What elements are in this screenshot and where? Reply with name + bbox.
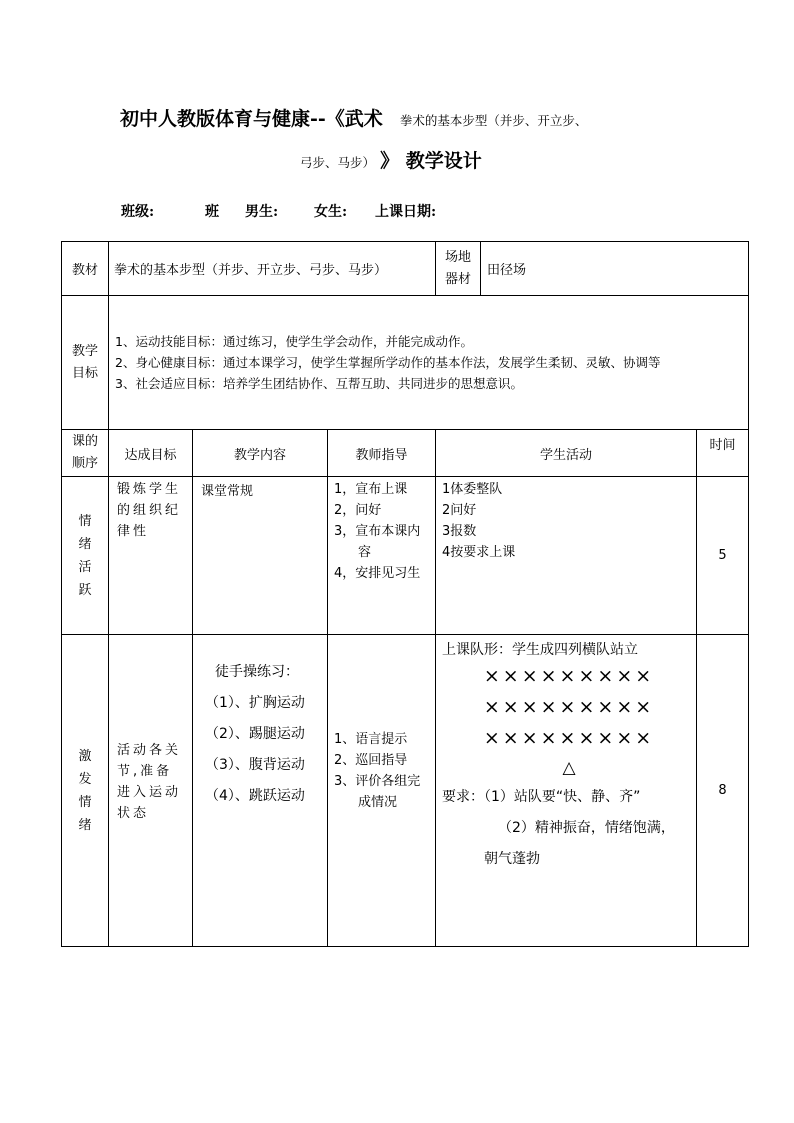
material-row xyxy=(62,242,749,296)
class-unit: 班 xyxy=(205,204,219,220)
exercise-item: （1）、扩胸运动 xyxy=(205,695,305,711)
teacher-position-mark: △ xyxy=(562,758,576,778)
girls-label: 女生: xyxy=(314,204,348,220)
goals-row xyxy=(62,296,749,430)
venue-label-line-2: 器材 xyxy=(445,271,472,287)
formation-row: ××××××××× xyxy=(483,696,655,718)
header-order-line-2: 顺序 xyxy=(71,456,98,471)
header-order xyxy=(62,430,109,477)
requirement-line: 朝气蓬勃 xyxy=(484,851,541,867)
formation-title: 上课队形：学生成四列横队站立 xyxy=(442,642,639,658)
header-student: 学生活动 xyxy=(436,430,697,477)
student-cell xyxy=(436,635,697,947)
formation-row: ××××××××× xyxy=(483,727,655,749)
exercise-item: （2）、踢腿运动 xyxy=(205,726,305,742)
material-value: 拳术的基本步型（并步、开立步、弓步、马步） xyxy=(109,242,436,296)
stage-cell: 情 绪 活 跃 xyxy=(62,477,109,635)
header-order-line-1: 课的 xyxy=(71,434,98,449)
header-teacher: 教师指导 xyxy=(328,430,436,477)
header-content: 教学内容 xyxy=(193,430,328,477)
boys-label: 男生: xyxy=(245,204,279,220)
table-row xyxy=(62,477,749,635)
venue-value: 田径场 xyxy=(481,242,749,296)
goal-item: 3、社会适应目标：培养学生团结协作、互帮互助、共同进步的思想意识。 xyxy=(115,376,523,391)
venue-label-line-1: 场地 xyxy=(445,249,472,265)
teacher-cell: 1，宣布上课 2，问好 3，宣布本课内 容 4，安排见习生 xyxy=(328,477,436,635)
document-title-line-2 xyxy=(300,146,700,173)
date-label: 上课日期: xyxy=(375,204,437,220)
header-row xyxy=(62,430,749,477)
formation-grid xyxy=(442,661,696,754)
goal-cell: 锻炼学生的组织纪律性 xyxy=(109,477,193,635)
table-row xyxy=(62,635,749,947)
exercise-item: （3）、腹背运动 xyxy=(205,757,305,773)
exercise-title: 徒手操练习： xyxy=(215,664,299,680)
requirement-line: 要求：（1）站队要“快、静、齐” xyxy=(442,789,641,805)
content-cell xyxy=(193,635,328,947)
teacher-cell: 1、语言提示 2、巡回指导 3、评价各组完 成情况 xyxy=(328,635,436,947)
title-subtitle-line-2: 弓步、马步） xyxy=(300,155,376,170)
time-cell: 5 xyxy=(697,477,749,635)
venue-label xyxy=(436,242,481,296)
goals-list xyxy=(109,296,749,430)
student-cell: 1体委整队 2问好 3报数 4按要求上课 xyxy=(436,477,697,635)
goal-cell: 活动各关节,准备进入运动状态 xyxy=(109,635,193,947)
document-title-line-1 xyxy=(120,104,760,131)
goal-item: 2、身心健康目标：通过本课学习，使学生掌握所学动作的基本作法，发展学生柔韧、灵敏、协调等 xyxy=(115,355,661,370)
goals-label xyxy=(62,296,109,430)
title-prefix: 初中人教版体育与健康--《武术 xyxy=(120,108,383,130)
content-cell: 课堂常规 xyxy=(193,477,328,635)
title-suffix: 》 教学设计 xyxy=(380,150,482,172)
stage-cell: 激 发 情 绪 xyxy=(62,635,109,947)
goal-item: 1、运动技能目标：通过练习，使学生学会动作，并能完成动作。 xyxy=(115,334,473,349)
formation-row: ××××××××× xyxy=(483,665,655,687)
time-cell: 8 xyxy=(697,635,749,947)
requirement-line: （2）精神振奋，情绪饱满， xyxy=(498,820,675,836)
lesson-plan-table xyxy=(61,241,749,947)
header-time: 时间 xyxy=(697,430,749,477)
class-label: 班级: xyxy=(121,204,155,220)
header-goal: 达成目标 xyxy=(109,430,193,477)
goals-label-line-1: 教学 xyxy=(71,343,98,359)
material-label: 教材 xyxy=(62,242,109,296)
title-subtitle-line-1: 拳术的基本步型（并步、开立步、 xyxy=(399,113,588,128)
exercise-item: （4）、跳跃运动 xyxy=(205,788,305,804)
goals-label-line-2: 目标 xyxy=(71,365,98,381)
